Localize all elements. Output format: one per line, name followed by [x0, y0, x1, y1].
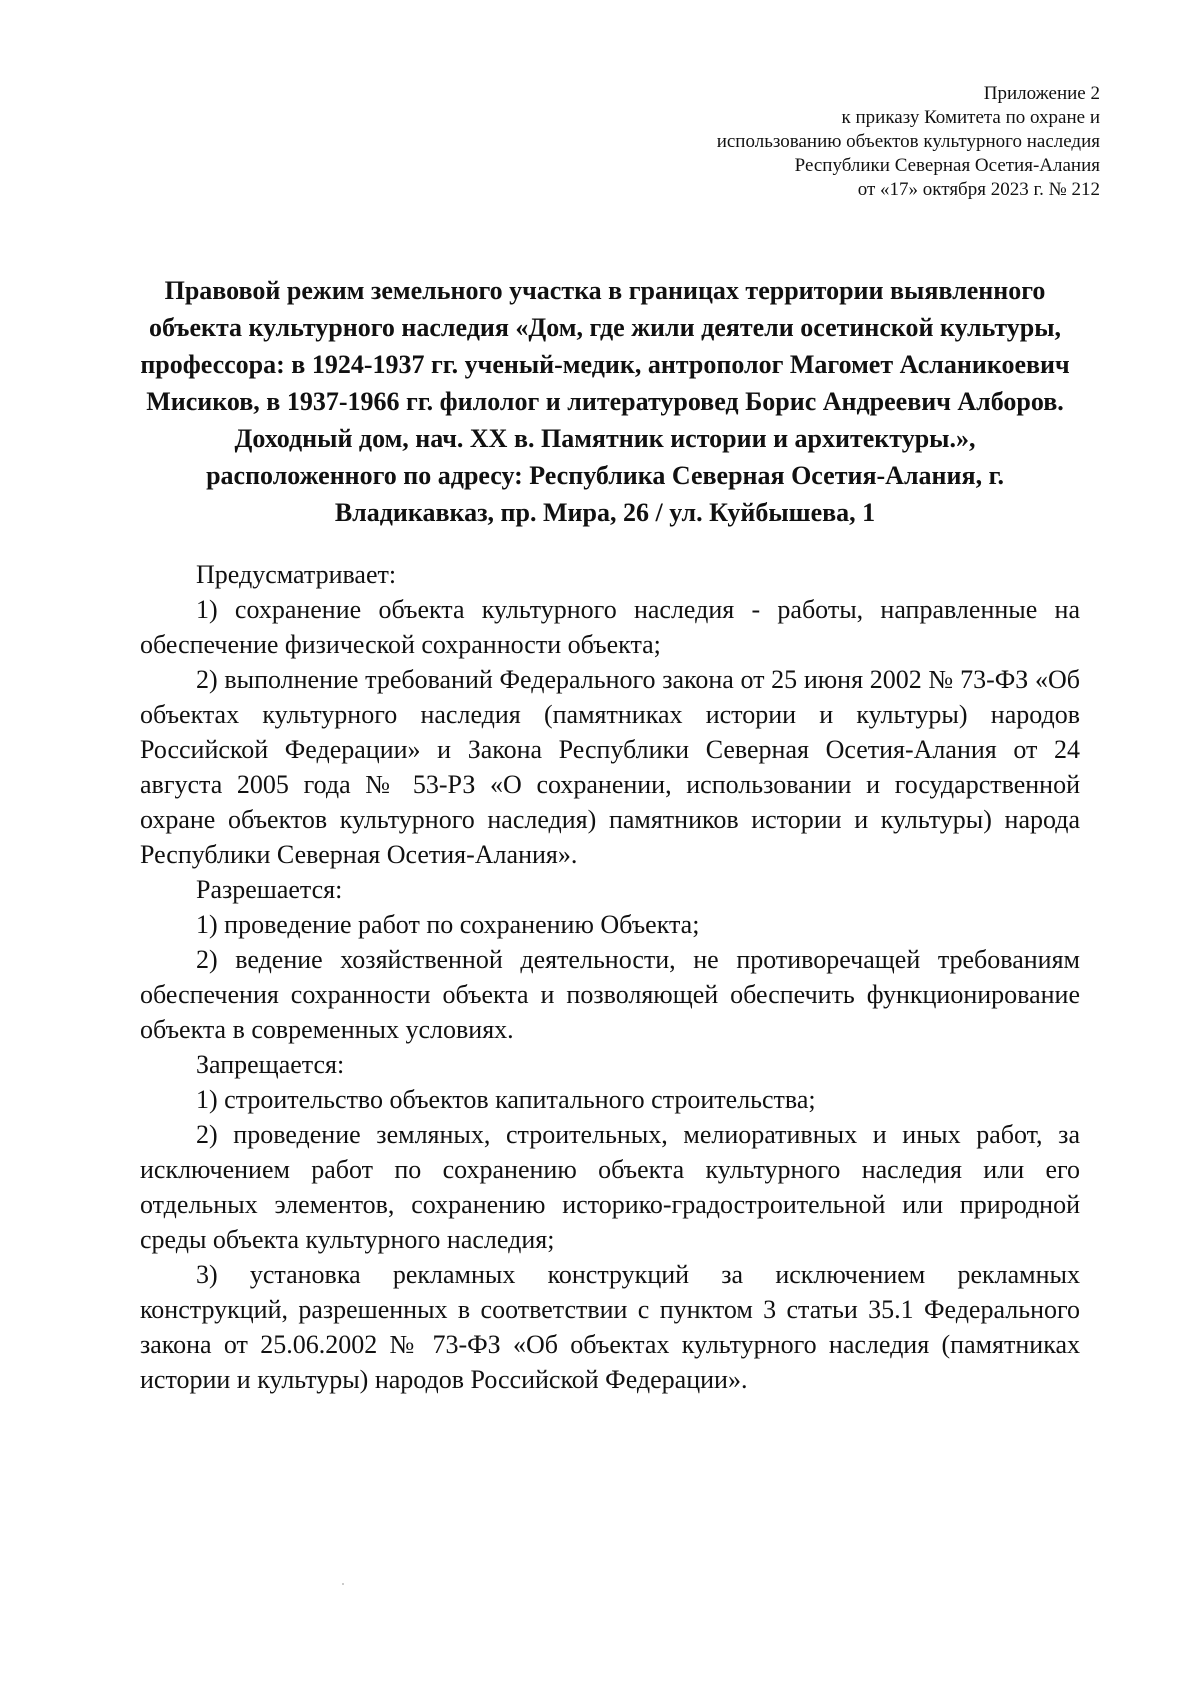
provides-heading: Предусматривает: — [196, 560, 397, 589]
prohibited-item: 2) проведение земляных, строительных, мелиоративных и иных работ, за исключением работ по сохранению объекта культурного наследия или его отдельных элементов, сохранению историко-градостроительной или природной среды объекта культурного наследия; — [140, 1120, 1080, 1254]
prohibited-heading: Запрещается: — [196, 1050, 345, 1079]
appendix-header — [580, 82, 1100, 202]
appendix-order-line: к приказу Комитета по охране и — [841, 107, 1100, 128]
permitted-item: 1) проведение работ по сохранению Объекта; — [196, 910, 700, 939]
prohibited-item: 3) установка рекламных конструкций за исключением рекламных конструкций, разрешенных в соответствии с пунктом 3 статьи 35.1 Федерального закона от 25.06.2002 № 73-ФЗ «Об объектах культурного наследия (памятниках истории и культуры) народов Российской Федерации». — [140, 1260, 1080, 1394]
appendix-order-date: от «17» октября 2023 г. № 212 — [857, 179, 1100, 200]
appendix-order-line: использованию объектов культурного наследия — [716, 131, 1100, 152]
scan-speck — [342, 1583, 344, 1585]
document-title: Правовой режим земельного участка в границах территории выявленного объекта культурного наследия «Дом, где жили деятели осетинской культуры, профессора: в 1924-1937 гг. ученый-медик, антрополог Магомет Асланикоевич Мисиков, в 1937-1966 гг. филолог и литературовед Борис Андреевич Алборов. Доходный дом, нач. XX в. Памятник истории и архитектуры.», расположенного по адресу: Республика Северная Осетия-Алания, г. Владикавказ, пр. Мира, 26 / ул. Куйбышева, 1 — [140, 276, 1070, 527]
appendix-number: Приложение 2 — [983, 83, 1100, 104]
provides-item: 1) сохранение объекта культурного наследия - работы, направленные на обеспечение физической сохранности объекта; — [140, 595, 1080, 659]
prohibited-item: 1) строительство объектов капитального строительства; — [196, 1085, 816, 1114]
provides-item: 2) выполнение требований Федерального закона от 25 июня 2002 № 73-ФЗ «Об объектах культурного наследия (памятниках истории и культуры) народов Российской Федерации» и Закона Республики Северная Осетия-Алания от 24 августа 2005 года № 53-РЗ «О сохранении, использовании и государственной охране объектов культурного наследия) памятников истории и культуры) народа Республики Северная Осетия-Алания». — [140, 665, 1080, 869]
permitted-heading: Разрешается: — [196, 875, 343, 904]
appendix-order-line: Республики Северная Осетия-Алания — [794, 155, 1100, 176]
permitted-item: 2) ведение хозяйственной деятельности, не противоречащей требованиям обеспечения сохранности объекта и позволяющей обеспечить функционирование объекта в современных условиях. — [140, 945, 1080, 1044]
document-body — [140, 557, 1080, 1397]
